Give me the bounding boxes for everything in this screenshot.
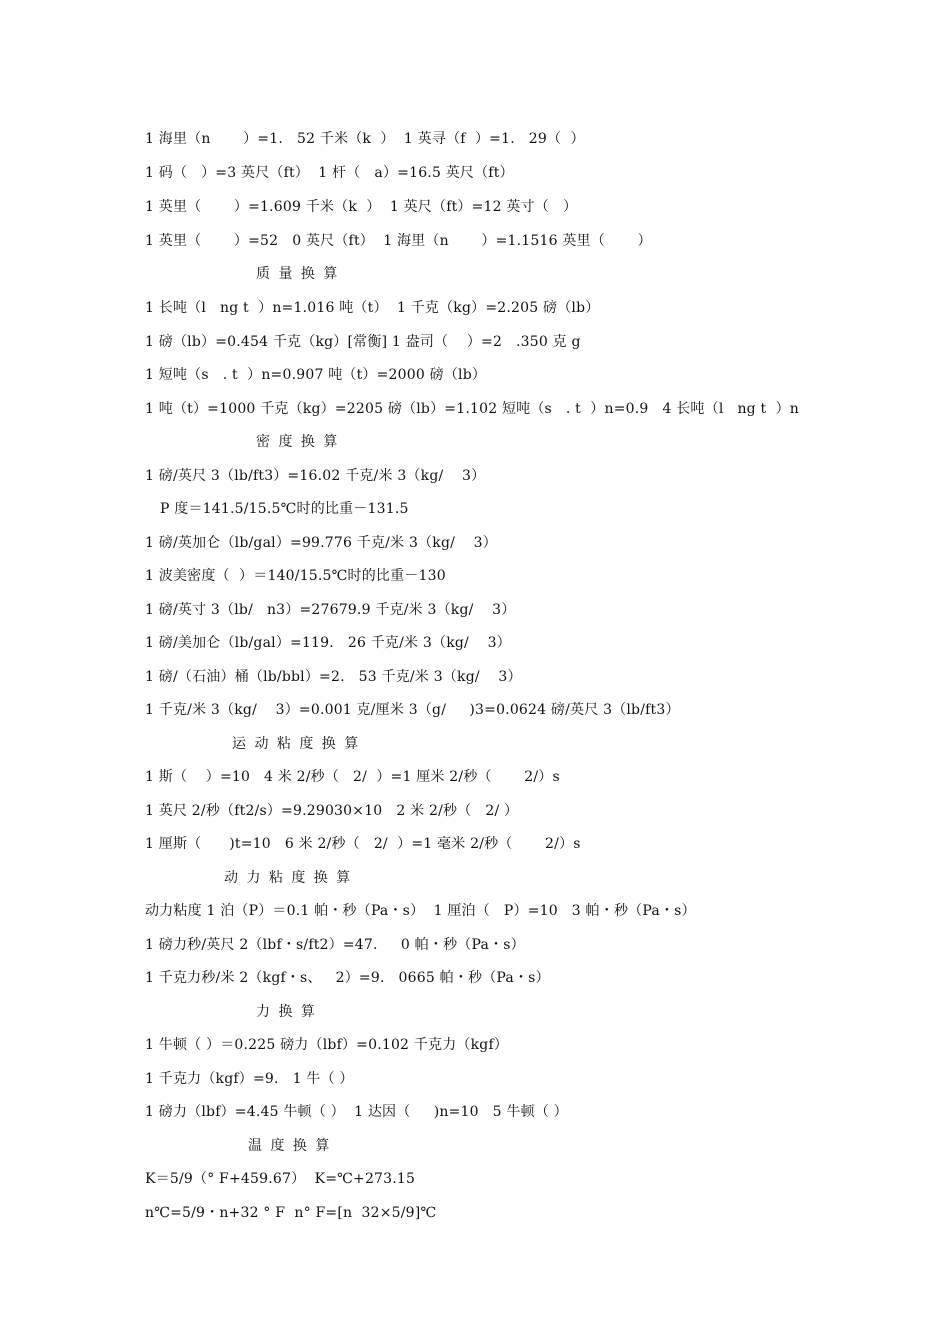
kinematic-line-1: 1 斯（ ）=10 4 米 2/秒（ 2/ ）=1 厘米 2/秒（ 2/）s: [145, 769, 560, 785]
density-line-1: 1 磅/英尺 3（lb/ft3）=16.02 千克/米 3（kg/ 3）: [145, 468, 486, 484]
force-line-1: 1 牛顿（ ）＝0.225 磅力（lbf）=0.102 千克力（kgf）: [145, 1037, 509, 1053]
dynamic-line-3: 1 千克力秒/米 2（kgf・s、 2）=9. 0665 帕・秒（Pa・s）: [145, 970, 550, 986]
force-heading: 力 换 算: [256, 1004, 317, 1020]
force-line-2: 1 千克力（kgf）=9. 1 牛（ ）: [145, 1071, 354, 1087]
dynamic-line-1: 动力粘度 1 泊（P）＝0.1 帕・秒（Pa・s） 1 厘泊（ P）=10 3 帕・秒（Pa・s）: [145, 903, 696, 919]
mass-heading: 质 量 换 算: [256, 266, 340, 282]
density-heading: 密 度 换 算: [256, 434, 340, 450]
kinematic-viscosity-heading: 运 动 粘 度 换 算: [232, 736, 361, 752]
dynamic-viscosity-heading: 动 力 粘 度 换 算: [224, 870, 353, 886]
length-line-4: 1 英里（ ）=52 0 英尺（ft） 1 海里（n ）=1.1516 英里（ ）: [145, 233, 652, 249]
length-line-2: 1 码（ ）=3 英尺（ft） 1 杆（ a）=16.5 英尺（ft）: [145, 165, 514, 181]
temperature-line-2: n℃=5/9・n+32 ° F n° F=[n 32×5/9]℃: [145, 1205, 437, 1221]
kinematic-line-2: 1 英尺 2/秒（ft2/s）=9.29030×10 2 米 2/秒（ 2/ ）: [145, 803, 519, 819]
mass-line-2: 1 磅（lb）=0.454 千克（kg）[常衡] 1 盎司（ ）=2 .350 克 g: [145, 334, 581, 350]
temperature-line-1: K＝5/9（° F+459.67） K=℃+273.15: [145, 1171, 416, 1187]
length-line-1: 1 海里（n ）=1. 52 千米（k ） 1 英寻（f ）=1. 29（ ）: [145, 131, 585, 147]
mass-line-4: 1 吨（t）=1000 千克（kg）=2205 磅（lb）=1.102 短吨（s . t ）n=0.9 4 长吨（l ng t ）n: [145, 401, 800, 417]
density-line-4: 1 波美密度（ ）＝140/15.5℃时的比重－130: [145, 568, 446, 584]
temperature-heading: 温 度 换 算: [248, 1138, 332, 1154]
mass-line-3: 1 短吨（s . t ）n=0.907 吨（t）=2000 磅（lb）: [145, 367, 487, 383]
dynamic-line-2: 1 磅力秒/英尺 2（lbf・s/ft2）=47. 0 帕・秒（Pa・s）: [145, 937, 525, 953]
density-line-2: P 度＝141.5/15.5℃时的比重－131.5: [160, 501, 409, 517]
length-line-3: 1 英里（ ）=1.609 千米（k ） 1 英尺（ft）=12 英寸（ ）: [145, 199, 578, 215]
density-line-3: 1 磅/英加仑（lb/gal）=99.776 千克/米 3（kg/ 3）: [145, 535, 497, 551]
density-line-6: 1 磅/美加仑（lb/gal）=119. 26 千克/米 3（kg/ 3）: [145, 635, 511, 651]
mass-line-1: 1 长吨（l ng t ）n=1.016 吨（t） 1 千克（kg）=2.205 磅（lb）: [145, 300, 600, 316]
density-line-8: 1 千克/米 3（kg/ 3）=0.001 克/厘米 3（g/ )3=0.0624 磅/英尺 3（lb/ft3）: [145, 702, 680, 718]
force-line-3: 1 磅力（lbf）=4.45 牛顿（ ） 1 达因（ )n=10 5 牛顿（ ）: [145, 1104, 568, 1120]
density-line-5: 1 磅/英寸 3（lb/ n3）=27679.9 千克/米 3（kg/ 3）: [145, 602, 516, 618]
kinematic-line-3: 1 厘斯（ )t=10 6 米 2/秒（ 2/ ）=1 毫米 2/秒（ 2/）s: [145, 836, 581, 852]
density-line-7: 1 磅/（石油）桶（lb/bbl）=2. 53 千克/米 3（kg/ 3）: [145, 669, 522, 685]
